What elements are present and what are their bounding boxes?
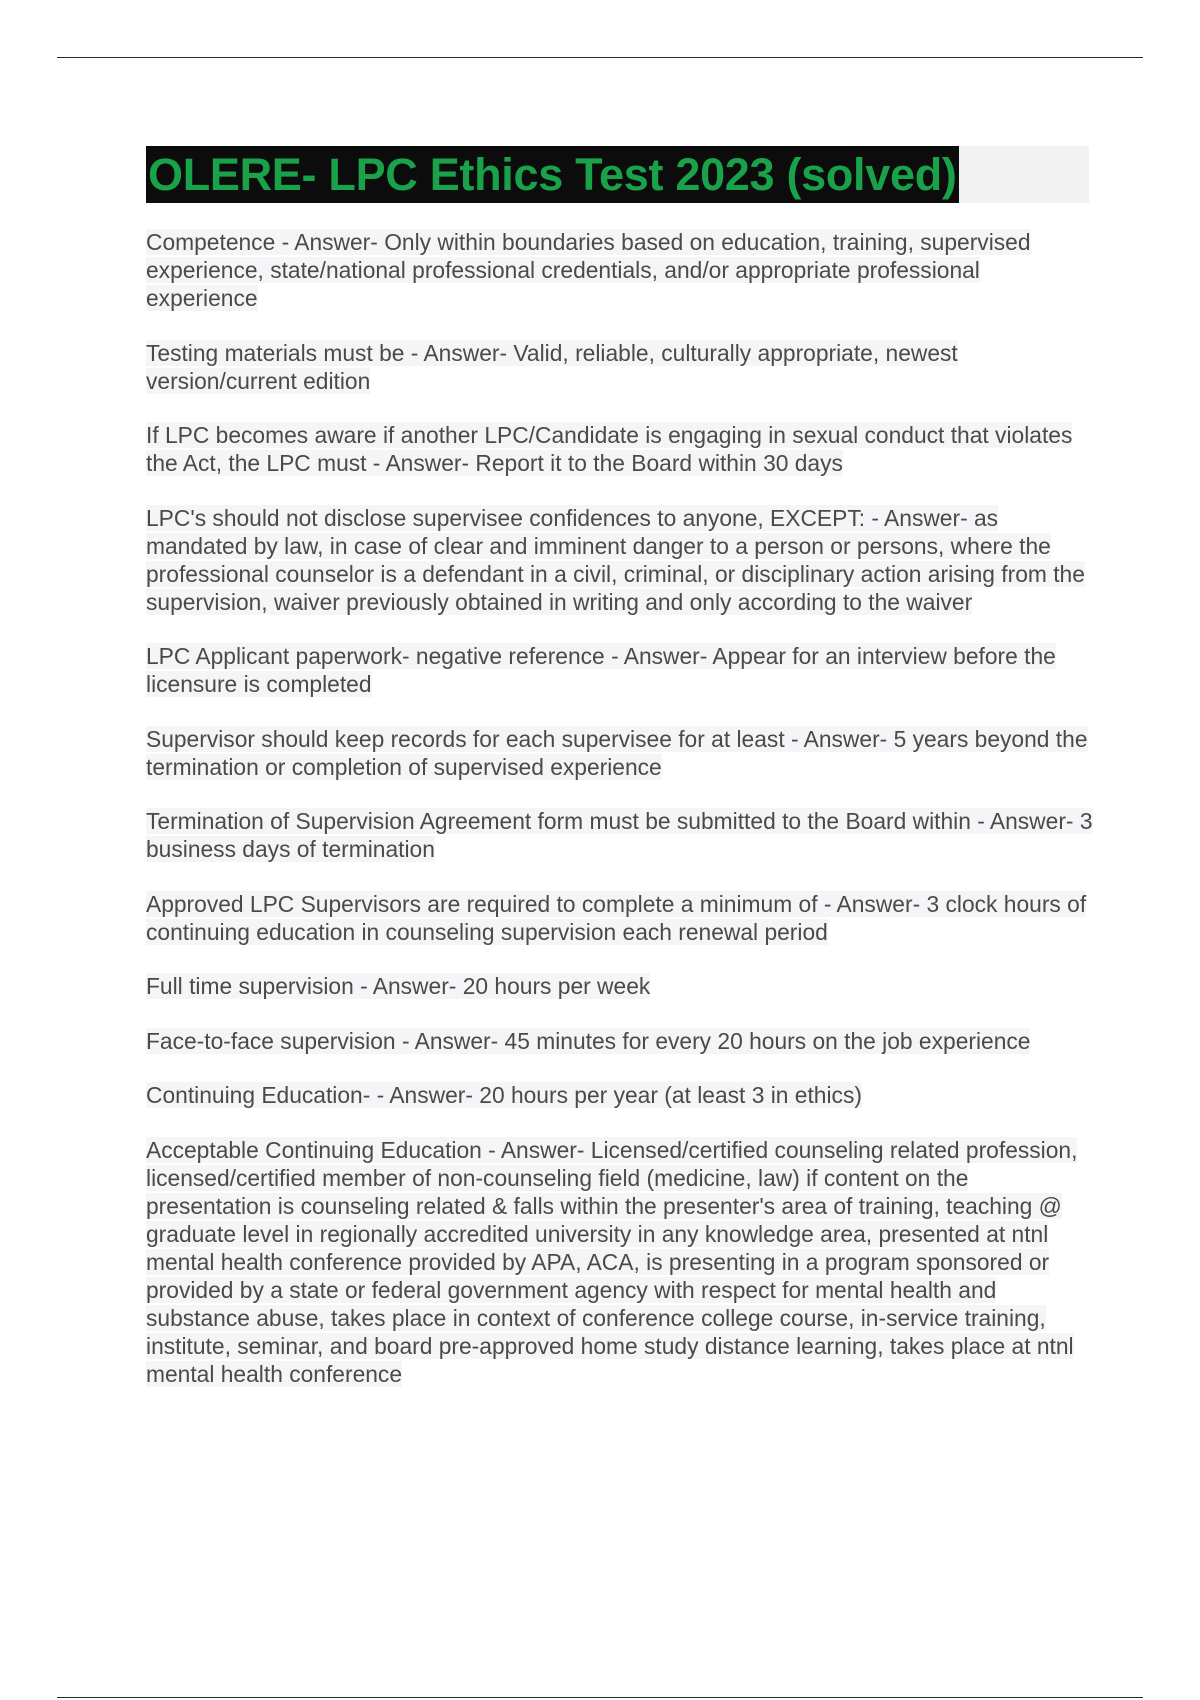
title-box [146, 146, 959, 203]
qa-item-sexual-conduct: If LPC becomes aware if another LPC/Candidate is engaging in sexual conduct that violates the Act, the LPC must - Answer- Report it to the Board within 30 days [146, 422, 1073, 476]
qa-item-supervisor-records: Supervisor should keep records for each supervisee for at least - Answer- 5 years beyond the termination or completion of supervised experience [146, 725, 1088, 780]
qa-item-supervisee-confidences: LPC's should not disclose supervisee confidences to anyone, EXCEPT: - Answer- as mandated by law, in case of clear and imminent danger to a person or persons, where the professional counselor is a defendant in a civil, criminal, or disciplinary action arising from the supervision, waiver previously obtained in writing and only according to the waiver [146, 504, 1085, 615]
qa-item-continuing-education: Continuing Education- - Answer- 20 hours per year (at least 3 in ethics) [146, 1082, 862, 1108]
qa-list [146, 228, 1096, 1414]
top-rule [57, 57, 1143, 58]
qa-item-negative-reference: LPC Applicant paperwork- negative reference - Answer- Appear for an interview before the licensure is completed [146, 643, 1056, 697]
qa-item-full-time-supervision: Full time supervision - Answer- 20 hours per week [146, 973, 651, 999]
bottom-rule [57, 1697, 1143, 1698]
qa-item-termination-form: Termination of Supervision Agreement form must be submitted to the Board within - Answer- 3 business days of termination [146, 808, 1093, 862]
qa-item-testing-materials: Testing materials must be - Answer- Valid, reliable, culturally appropriate, newest version/current edition [146, 339, 958, 394]
qa-item-supervisor-ce: Approved LPC Supervisors are required to complete a minimum of - Answer- 3 clock hours of continuing education in counseling supervision each renewal period [146, 890, 1087, 945]
qa-item-acceptable-ce: Acceptable Continuing Education - Answer- Licensed/certified counseling related profession, licensed/certified member of non-counseling field (medicine, law) if content on the presentation is counseling related & falls within the presenter's area of training, teaching @ graduate level in regionally accredited university in any knowledge area, presented at ntnl mental health conference provided by APA, ACA, is presenting in a program sponsored or provided by a state or federal government agency with respect for mental health and substance abuse, takes place in context of conference college course, in-service training, institute, seminar, and board pre-approved home study distance learning, takes place at ntnl mental health conference [146, 1136, 1078, 1387]
qa-item-face-to-face-supervision: Face-to-face supervision - Answer- 45 minutes for every 20 hours on the job experience [146, 1027, 1031, 1054]
qa-item-competence: Competence - Answer- Only within boundaries based on education, training, supervised experience, state/national professional credentials, and/or appropriate professional experience [146, 229, 1031, 311]
page-title: OLERE- LPC Ethics Test 2023 (solved) [148, 149, 957, 200]
